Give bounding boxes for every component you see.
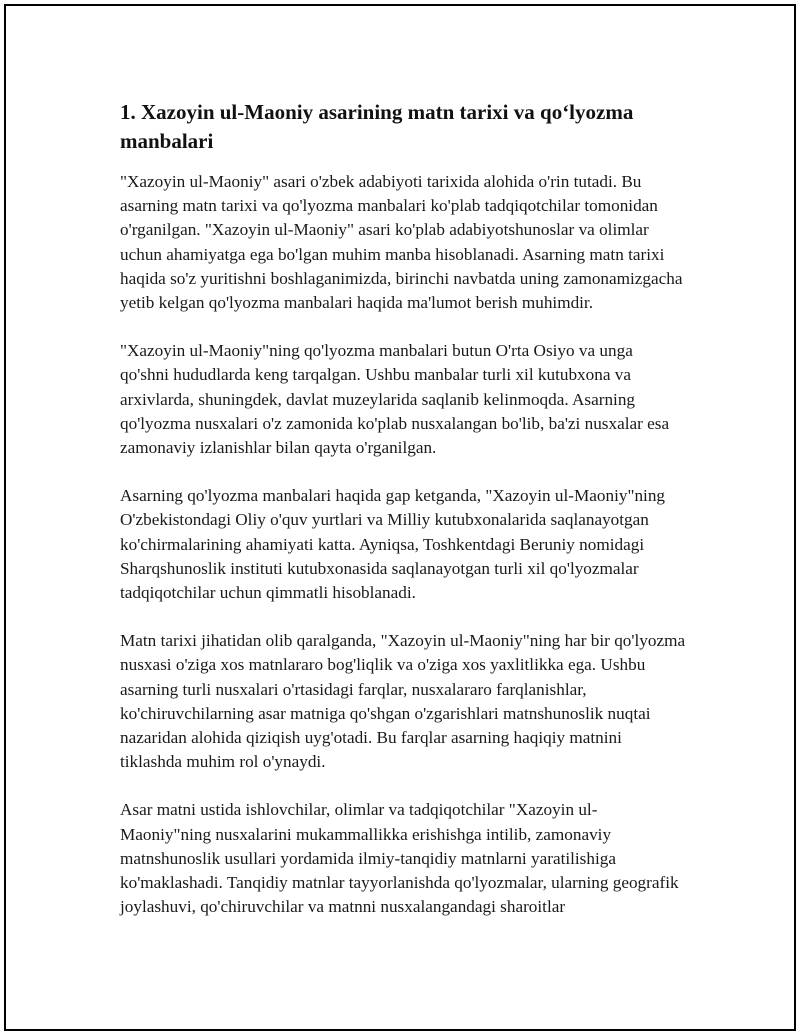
paragraph-1: "Xazoyin ul-Maoniy" asari o'zbek adabiyoti tarixida alohida o'rin tutadi. Bu asarning matn tarixi va qo'lyozma manbalari ko'plab tadqiqotchilar tomonidan o'rganilgan. "Xazoyin ul-Maoniy" asari ko'plab adabiyotshunoslar va olimlar uchun ahamiyatga ega bo'lgan muhim manba hisoblanadi. Asarning matn tarixi haqida so'z yuritishni boshlaganimizda, birinchi navbatda uning zamonamizgacha yetib kelgan qo'lyozma manbalari haqida ma'lumot berish muhimdir.: [120, 172, 683, 313]
page-frame: [4, 4, 796, 1031]
document-body: [120, 98, 686, 943]
section-heading: 1. Xazoyin ul-Maoniy asarining matn tarixi va qo‘lyozma manbalari: [120, 100, 634, 153]
paragraph-4: Matn tarixi jihatidan olib qaralganda, "Xazoyin ul-Maoniy"ning har bir qo'lyozma nusxasi o'ziga xos matnlararo bog'liqlik va o'ziga xos yaxlitlikka ega. Ushbu asarning turli nusxalari o'rtasidagi farqlar, nusxalararo farqlanishlar, ko'chiruvchilarning asar matniga qo'shgan o'zgarishlari matnshunoslik nuqtai nazaridan alohida qiziqish uyg'otadi. Bu farqlar asarning haqiqiy matnini tiklashda muhim rol o'ynaydi.: [120, 631, 686, 772]
paragraph-2: "Xazoyin ul-Maoniy"ning qo'lyozma manbalari butun O'rta Osiyo va unga qo'shni hududlarda keng tarqalgan. Ushbu manbalar turli xil kutubxona va arxivlarda, shuningdek, davlat muzeylarida saqlanib kelinmoqda. Asarning qo'lyozma nusxalari o'z zamonida ko'plab nusxalangan bo'lib, ba'zi nusxalar esa zamonaviy izlanishlar bilan qayta o'rganilgan.: [120, 341, 670, 458]
paragraph-3: Asarning qo'lyozma manbalari haqida gap ketganda, "Xazoyin ul-Maoniy"ning O'zbekistondagi Oliy o'quv yurtlari va Milliy kutubxonalarida saqlanayotgan ko'chirmalarining ahamiyati katta. Ayniqsa, Toshkentdagi Beruniy nomidagi Sharqshunoslik instituti kutubxonasida saqlanayotgan turli xil qo'lyozmalar tadqiqotchilar uchun qimmatli hisoblanadi.: [120, 486, 666, 603]
paragraph-5: Asar matni ustida ishlovchilar, olimlar va tadqiqotchilar "Xazoyin ul-Maoniy"ning nusxalarini mukammallikka erishishga intilib, zamonaviy matnshunoslik usullari yordamida ilmiy-tanqidiy matnlarni yaratilishiga ko'maklashadi. Tanqidiy matnlar tayyorlanishda qo'lyozmalar, ularning geografik joylashuvi, qo'chiruvchilar va matnni nusxalangandagi sharoitlar: [120, 800, 679, 917]
